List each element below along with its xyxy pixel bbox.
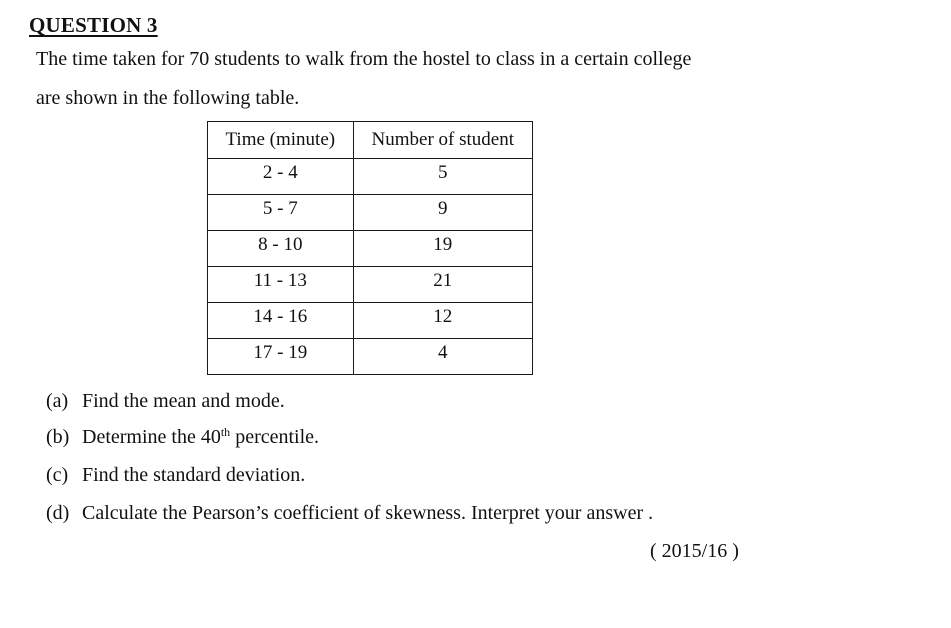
question-c-label: (c) — [46, 464, 69, 486]
time-cell: 14 - 16 — [208, 303, 354, 339]
table-row — [208, 231, 533, 267]
time-cell: 2 - 4 — [208, 159, 354, 195]
question-a — [46, 390, 285, 413]
time-cell: 17 - 19 — [208, 339, 354, 375]
time-cell: 5 - 7 — [208, 195, 354, 231]
count-cell: 21 — [353, 267, 532, 303]
question-b — [46, 426, 319, 449]
time-cell: 8 - 10 — [208, 231, 354, 267]
intro-line-1: The time taken for 70 students to walk from the hostel to class in a certain college — [36, 48, 692, 70]
question-b-text-post: percentile. — [230, 426, 320, 448]
table-row — [208, 339, 533, 375]
count-cell: 5 — [353, 159, 532, 195]
question-c — [46, 464, 305, 487]
question-d-label: (d) — [46, 502, 70, 524]
table-row — [208, 303, 533, 339]
question-d — [46, 502, 653, 525]
question-heading: QUESTION 3 — [29, 13, 158, 37]
header-students: Number of student — [353, 122, 532, 159]
table-row — [208, 195, 533, 231]
count-cell: 4 — [353, 339, 532, 375]
count-cell: 19 — [353, 231, 532, 267]
table-header-row — [208, 122, 533, 159]
table-row — [208, 159, 533, 195]
intro-line-2: are shown in the following table. — [36, 87, 300, 109]
count-cell: 12 — [353, 303, 532, 339]
question-a-label: (a) — [46, 390, 69, 412]
question-b-text-pre: Determine the 40 — [82, 426, 221, 448]
question-a-text: Find the mean and mode. — [82, 390, 285, 412]
time-cell: 11 - 13 — [208, 267, 354, 303]
question-b-label: (b) — [46, 426, 70, 448]
header-time: Time (minute) — [208, 122, 354, 159]
question-b-superscript: th — [220, 425, 231, 439]
frequency-table — [207, 121, 533, 375]
question-d-text: Calculate the Pearson’s coefficient of skewness. Interpret your answer . — [82, 502, 654, 524]
count-cell: 9 — [353, 195, 532, 231]
exam-year: ( 2015/16 ) — [650, 540, 739, 562]
question-c-text: Find the standard deviation. — [82, 464, 306, 486]
table-row — [208, 267, 533, 303]
